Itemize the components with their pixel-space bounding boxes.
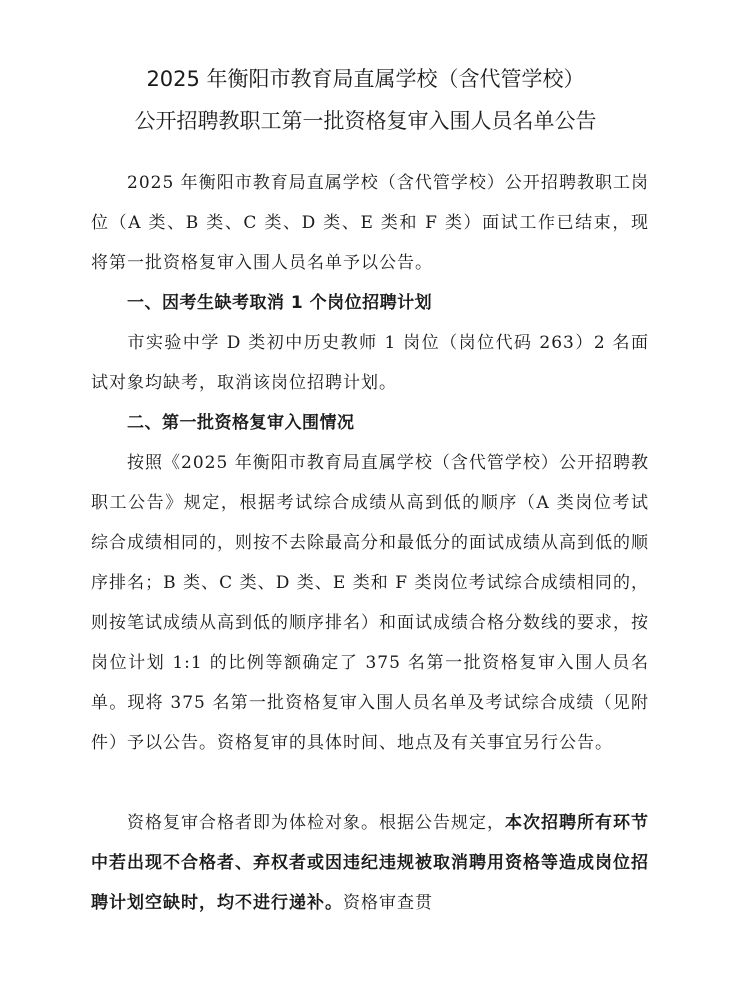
- section-1-text: 市实验中学 D 类初中历史教师 1 岗位（岗位代码 263）2 名面试对象均缺考，取消该岗位招聘计划。: [91, 333, 649, 393]
- closing-paragraph: [91, 803, 649, 923]
- section-2-text: 按照《2025 年衡阳市教育局直属学校（含代管学校）公开招聘教职工公告》规定，根据考试综合成绩从高到低的顺序（A 类岗位考试综合成绩相同的，则按不去除最高分和最低分的面试成绩从高到低的顺序排名；B 类、C 类、D 类、E 类和 F 类岗位考试综合成绩相同的，则按笔试成绩从高到低的顺序排名）和面试成绩合格分数线的要求，按岗位计划 1:1 的比例等额确定了 375 名第一批资格复审入围人员名单。现将 375 名第一批资格复审入围人员名单及考试综合成绩（见附件）予以公告。资格复审的具体时间、地点及有关事宜另行公告。: [91, 453, 649, 753]
- section-1-heading: 一、因考生缺考取消 1 个岗位招聘计划: [127, 293, 433, 313]
- section-1-paragraph: [91, 323, 649, 403]
- intro-paragraph: [91, 163, 649, 283]
- intro-text: 2025 年衡阳市教育局直属学校（含代管学校）公开招聘教职工岗位（A 类、B 类、C 类、D 类、E 类和 F 类）面试工作已结束，现将第一批资格复审入围人员名单予以公告。: [91, 173, 649, 273]
- closing-tail: 资格审查贯: [343, 893, 433, 913]
- section-2-paragraph: [91, 443, 649, 763]
- closing-bold-notice: 本次招聘所有环节中若出现不合格者、弃权者或因违纪违规被取消聘用资格等造成岗位招聘计划空缺时，均不进行递补。: [91, 813, 649, 913]
- title-line-1: 2025 年衡阳市教育局直属学校（含代管学校）: [146, 67, 585, 91]
- closing-lead: 资格复审合格者即为体检对象。根据公告规定，: [127, 813, 505, 833]
- section-2-heading: 二、第一批资格复审入围情况: [127, 413, 355, 433]
- title-line-2: 公开招聘教职工第一批资格复审入围人员名单公告: [134, 109, 597, 133]
